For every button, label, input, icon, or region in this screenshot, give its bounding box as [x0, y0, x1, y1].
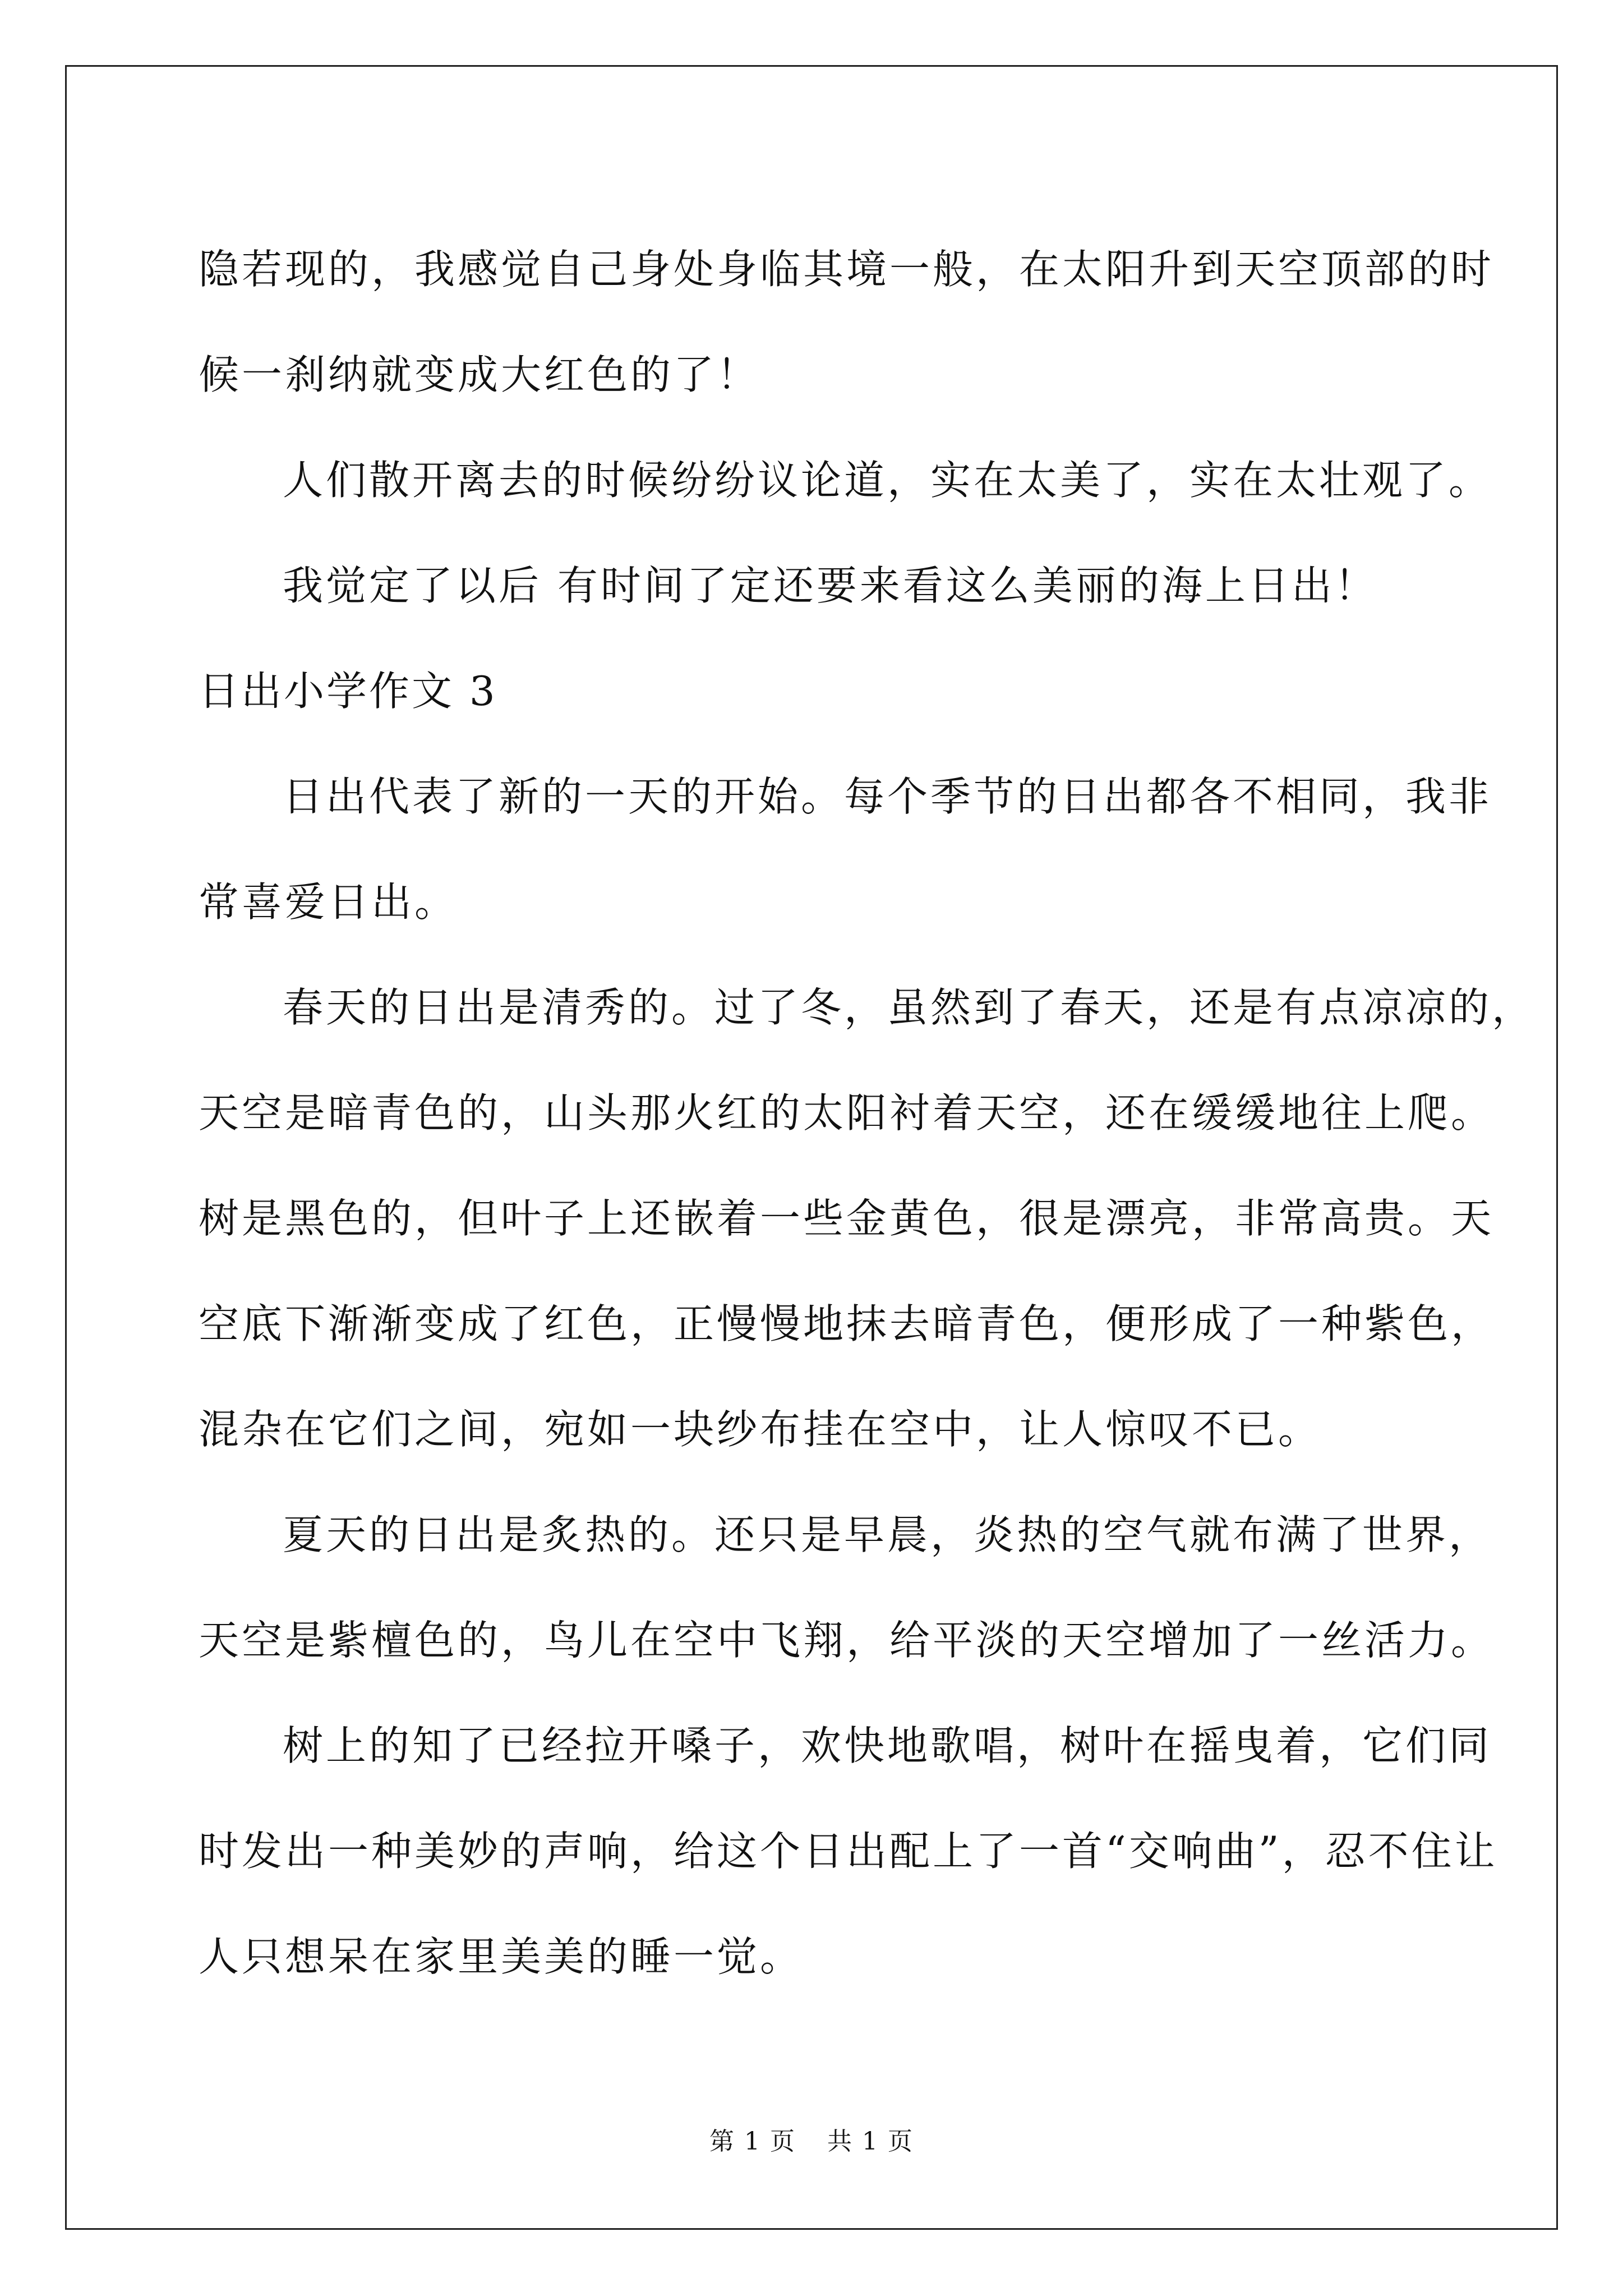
text-line: 天空是暗青色的，山头那火红的太阳衬着天空，还在缓缓地往上爬。 — [199, 1089, 1495, 1137]
text-line: 天空是紫檀色的，鸟儿在空中飞翔，给平淡的天空增加了一丝活力。 — [199, 1617, 1495, 1664]
paragraph-start: 春天的日出是清秀的。过了冬，虽然到了春天，还是有点凉凉的， — [283, 984, 1536, 1031]
page-total: 共 1 页 — [827, 2127, 914, 2156]
paragraph-start: 日出代表了新的一天的开始。每个季节的日出都各不相同，我非 — [283, 773, 1492, 820]
paragraph-start: 人们散开离去的时候纷纷议论道，实在太美了，实在太壮观了。 — [283, 457, 1492, 504]
paragraph-start: 夏天的日出是炙热的。还只是早晨，炎热的空气就布满了世界， — [283, 1511, 1492, 1558]
section-heading: 日出小学作文 3 — [199, 668, 497, 715]
paragraph-start: 树上的知了已经拉开嗓子，欢快地歌唱，树叶在摇曳着，它们同 — [283, 1722, 1492, 1769]
page-footer — [0, 2125, 1623, 2159]
text-line: 人只想呆在家里美美的睡一觉。 — [199, 1933, 804, 1980]
paragraph-start: 我觉定了以后 有时间了定还要来看这么美丽的海上日出！ — [283, 562, 1378, 609]
text-line: 树是黑色的，但叶子上还嵌着一些金黄色，很是漂亮，非常高贵。天 — [199, 1195, 1495, 1242]
text-line: 混杂在它们之间，宛如一块纱布挂在空中，让人惊叹不已。 — [199, 1406, 1322, 1453]
text-line: 空底下渐渐变成了红色，正慢慢地抹去暗青色，便形成了一种紫色， — [199, 1300, 1495, 1347]
text-line: 候一刹纳就变成大红色的了！ — [199, 351, 760, 398]
text-line: 隐若现的，我感觉自己身处身临其境一般，在太阳升到天空顶部的时 — [199, 246, 1495, 293]
document-body — [199, 217, 1536, 2009]
text-line: 时发出一种美妙的声响，给这个日出配上了一首“交响曲”，忍不住让 — [199, 1828, 1498, 1875]
page-number: 第 1 页 — [709, 2127, 796, 2156]
text-line: 常喜爱日出。 — [199, 878, 458, 926]
